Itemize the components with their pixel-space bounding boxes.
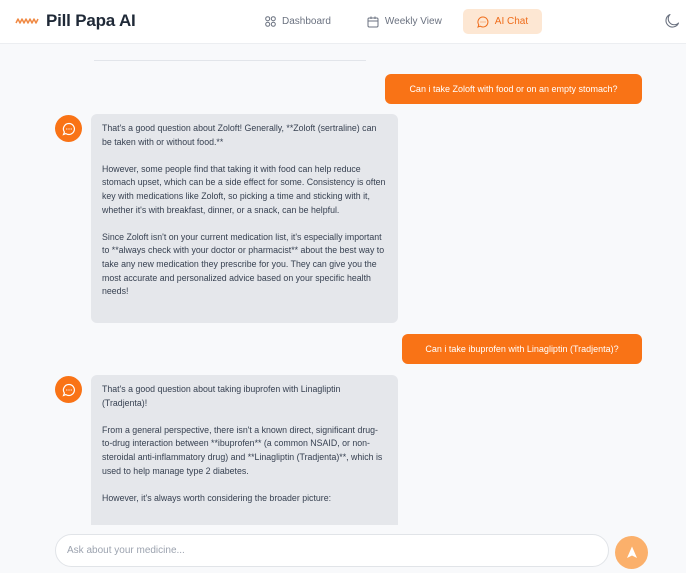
- previous-message-edge: [94, 60, 366, 61]
- ai-avatar: [55, 115, 82, 142]
- ai-message-paragraph: However, some people find that taking it with food can help reduce stomach upset, which can be a side effect for some. Consistency is often key with medications like Zoloft, so picking a time and sticking with it, whether it's with breakfast, dinner, or a snack, can be helpful.: [102, 163, 386, 215]
- nav-dashboard[interactable]: [256, 9, 340, 34]
- chat-bubble-icon: [62, 383, 76, 397]
- send-arrow-icon: [626, 546, 638, 559]
- ai-message: [91, 375, 398, 525]
- ai-message-paragraph: That's a good question about Zoloft! Generally, **Zoloft (sertraline) can be taken with or without food.**: [102, 123, 377, 147]
- user-message-text: Can i take Zoloft with food or on an empty stomach?: [409, 84, 618, 94]
- chat-composer: [0, 525, 686, 573]
- nav-weekly-view[interactable]: [358, 9, 451, 34]
- main-nav: [256, 9, 556, 34]
- user-message-text: Can i take ibuprofen with Linagliptin (Tradjenta)?: [425, 344, 619, 354]
- send-button[interactable]: [615, 536, 648, 569]
- brand[interactable]: [15, 11, 136, 31]
- brand-name: Pill Papa AI: [46, 11, 136, 30]
- ai-message-paragraph: From a general perspective, there isn't a known direct, significant drug-to-drug interaction between **ibuprofen** (a common NSAID, or non-steroidal anti-inflammatory drug) and **Linagliptin (Tradjenta)**, which is used to help manage type 2 diabetes.: [102, 424, 383, 476]
- ai-avatar: [55, 376, 82, 403]
- pill-wave-logo-icon: [15, 14, 39, 28]
- nav-weekly-view-label: Weekly View: [384, 16, 442, 27]
- ai-message-paragraph: That's a good question about taking ibuprofen with Linagliptin (Tradjenta)!: [102, 384, 341, 408]
- user-message: [402, 334, 642, 364]
- ai-message: [91, 114, 398, 323]
- ai-message-paragraph: Since Zoloft isn't on your current medication list, it's especially important to **always check with your doctor or pharmacist** about the best way to take any new medication they prescribe for you. They can give you the most accurate and personalized advice based on your specific health needs!: [102, 231, 385, 297]
- nav-dashboard-label: Dashboard: [282, 16, 331, 27]
- chat-bubble-icon: [477, 16, 489, 28]
- ai-message-paragraph: However, it's always worth considering the broader picture:: [102, 492, 332, 503]
- chat-messages[interactable]: [0, 45, 686, 525]
- nav-ai-chat[interactable]: [463, 9, 542, 34]
- top-navbar: [0, 0, 686, 44]
- grid-icon: [265, 16, 276, 27]
- chat-bubble-icon: [62, 122, 76, 136]
- calendar-icon: [367, 16, 379, 28]
- user-message: [385, 74, 642, 104]
- moon-icon[interactable]: [664, 13, 680, 29]
- nav-ai-chat-label: AI Chat: [494, 16, 529, 27]
- chat-input[interactable]: [55, 534, 609, 567]
